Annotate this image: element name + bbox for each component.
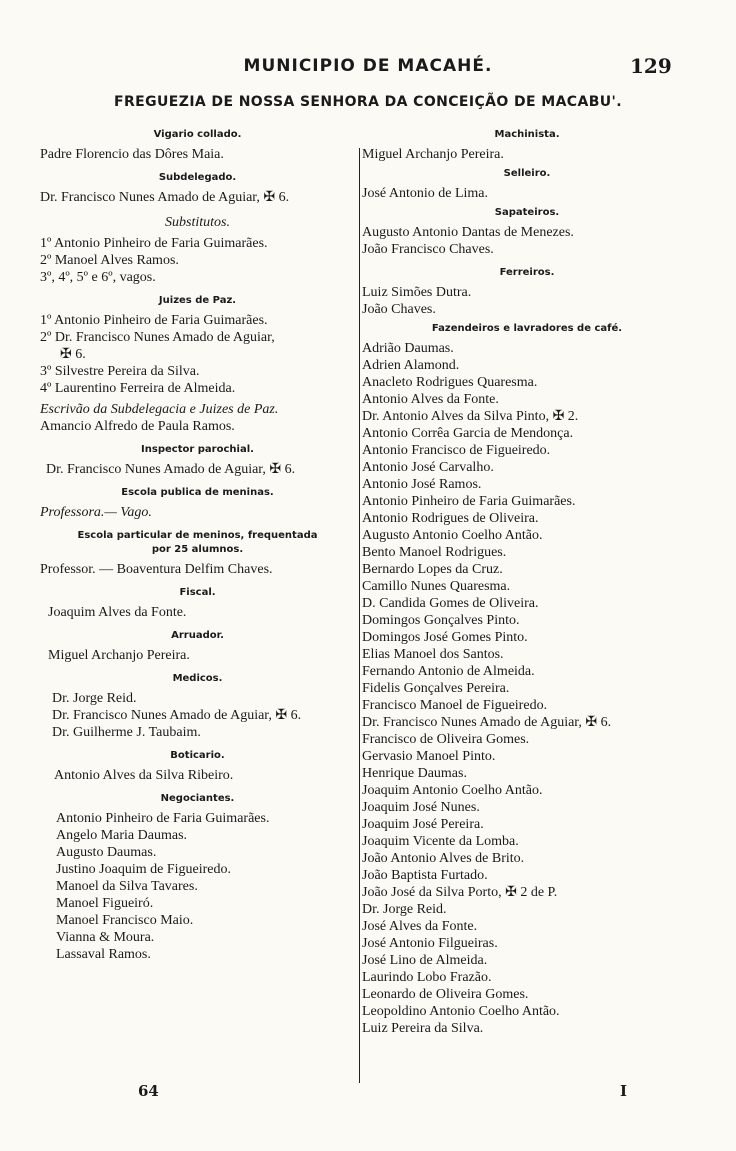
section-heading-juizes: Juizes de Paz. [158,295,237,306]
list-item: Manoel Francisco Maio. [56,913,194,928]
list-item: Joaquim Vicente da Lomba. [362,834,519,849]
section-heading-arruador: Arruador. [171,630,224,641]
section-heading-medicos: Medicos. [172,673,223,684]
list-item: Leonardo de Oliveira Gomes. [362,987,529,1002]
section-heading-negociantes: Negociantes. [160,793,235,804]
parish-title: FREGUEZIA DE NOSSA SENHORA DA CONCEIÇÃO DE MACABU'. [114,94,622,110]
list-item: José Alves da Fonte. [362,919,478,934]
list-item: Antonio Pinheiro de Faria Guimarães. [362,494,576,509]
page-number: 129 [630,54,672,78]
entry-machinista: Miguel Archanjo Pereira. [362,147,504,162]
list-item: Adrião Daumas. [362,341,454,356]
list-item: Antonio Pinheiro de Faria Guimarães. [56,811,270,826]
list-item: 4º Laurentino Ferreira de Almeida. [40,381,236,396]
list-item: Elias Manoel dos Santos. [362,647,504,662]
list-item: Antonio Rodrigues de Oliveira. [362,511,539,526]
entry-escrivao: Amancio Alfredo de Paula Ramos. [40,419,235,434]
list-item: Antonio Francisco de Figueiredo. [362,443,551,458]
section-heading-selleiro: Selleiro. [503,168,551,179]
list-item: D. Candida Gomes de Oliveira. [362,596,539,611]
list-item: Domingos Gonçalves Pinto. [362,613,520,628]
list-item: Dr. Antonio Alves da Silva Pinto, ✠ 2. [362,409,579,424]
list-item: Manoel Figueiró. [56,896,154,911]
list-item: Joaquim José Pereira. [362,817,484,832]
signature-mark: 64 [138,1082,159,1100]
running-header-title: MUNICIPIO DE MACAHÉ. [243,56,493,76]
list-item: Anacleto Rodrigues Quaresma. [362,375,538,390]
entry-escola-meninas: Professora.— Vago. [40,505,152,520]
section-heading-boticario: Boticario. [170,750,225,761]
section-heading-machinista: Machinista. [494,129,560,140]
section-heading-substitutos: Substitutos. [165,215,230,230]
list-item: Augusto Antonio Dantas de Menezes. [362,225,574,240]
list-item: Laurindo Lobo Frazão. [362,970,492,985]
list-item: Justino Joaquim de Figueiredo. [56,862,231,877]
list-item: Bernardo Lopes da Cruz. [362,562,503,577]
list-item: Fidelis Gonçalves Pereira. [362,681,510,696]
section-heading-fazendeiros: Fazendeiros e lavradores de café. [431,323,623,334]
entry-vigario: Padre Florencio das Dôres Maia. [40,147,224,162]
list-item: João Baptista Furtado. [362,868,488,883]
footer-mark: I [620,1082,628,1100]
list-item: Antonio José Carvalho. [362,460,494,475]
entry-inspector: Dr. Francisco Nunes Amado de Aguiar, ✠ 6. [46,462,296,477]
section-heading-escola-meninos: Escola particular de meninos, frequentada [77,530,318,541]
section-heading-escola-meninas: Escola publica de meninas. [121,487,274,498]
list-item: Antonio José Ramos. [362,477,482,492]
section-heading-ferreiros: Ferreiros. [499,267,555,278]
left-column [40,128,355,963]
list-item: Augusto Daumas. [56,845,157,860]
list-item: Manoel da Silva Tavares. [56,879,198,894]
section-heading-subdelegado: Subdelegado. [158,172,237,183]
list-item: Antonio Alves da Fonte. [362,392,499,407]
list-item: João Francisco Chaves. [362,242,494,257]
list-item: Domingos José Gomes Pinto. [362,630,528,645]
list-item: João Antonio Alves de Brito. [362,851,525,866]
entry-arruador: Miguel Archanjo Pereira. [48,648,190,663]
entry-selleiro: José Antonio de Lima. [362,186,488,201]
list-item: Luiz Simões Dutra. [362,285,472,300]
list-item: Augusto Antonio Coelho Antão. [362,528,543,543]
fazendeiros-list [362,340,692,1037]
right-column [362,128,692,1037]
list-item: 2º Dr. Francisco Nunes Amado de Aguiar, [40,330,275,345]
list-item: Antonio Corrêa Garcia de Mendonça. [362,426,574,441]
list-item: Gervasio Manoel Pinto. [362,749,496,764]
list-item: Camillo Nunes Quaresma. [362,579,511,594]
list-item: Luiz Pereira da Silva. [362,1021,484,1036]
section-heading-escola-meninos-2: por 25 alumnos. [151,544,244,555]
list-item: Dr. Francisco Nunes Amado de Aguiar, ✠ 6. [362,715,612,730]
column-divider [359,148,360,1083]
list-item: Adrien Alamond. [362,358,460,373]
list-item: João Chaves. [362,302,436,317]
list-item: 3º, 4º, 5º e 6º, vagos. [40,270,156,285]
list-item: Dr. Jorge Reid. [362,902,447,917]
list-item: Francisco Manoel de Figueiredo. [362,698,548,713]
list-item: Joaquim José Nunes. [362,800,480,815]
list-item: Bento Manoel Rodrigues. [362,545,507,560]
entry-boticario: Antonio Alves da Silva Ribeiro. [54,768,234,783]
list-item: Leopoldino Antonio Coelho Antão. [362,1004,560,1019]
list-item: Vianna & Moura. [56,930,155,945]
list-item: Lassaval Ramos. [56,947,151,962]
list-item: João José da Silva Porto, ✠ 2 de P. [362,885,558,900]
entry-escola-meninos: Professor. — Boaventura Delfim Chaves. [40,562,273,577]
list-item: Fernando Antonio de Almeida. [362,664,535,679]
section-heading-vigario: Vigario collado. [153,129,242,140]
list-item: 1º Antonio Pinheiro de Faria Guimarães. [40,313,268,328]
list-item: 3º Silvestre Pereira da Silva. [40,364,200,379]
section-heading-fiscal: Fiscal. [179,587,216,598]
section-heading-sapateiros: Sapateiros. [494,207,560,218]
list-item: José Antonio Filgueiras. [362,936,498,951]
list-item: Dr. Jorge Reid. [52,691,137,706]
list-item: Dr. Guilherme J. Taubaim. [52,725,201,740]
entry-subdelegado: Dr. Francisco Nunes Amado de Aguiar, ✠ 6. [40,190,290,205]
list-item: José Lino de Almeida. [362,953,488,968]
list-item: 1º Antonio Pinheiro de Faria Guimarães. [40,236,268,251]
list-item: Joaquim Antonio Coelho Antão. [362,783,543,798]
list-item: Henrique Daumas. [362,766,467,781]
list-item: Francisco de Oliveira Gomes. [362,732,530,747]
list-item: 2º Manoel Alves Ramos. [40,253,179,268]
list-item: Angelo Maria Daumas. [56,828,188,843]
list-item: Dr. Francisco Nunes Amado de Aguiar, ✠ 6. [52,708,302,723]
entry-fiscal: Joaquim Alves da Fonte. [48,605,187,620]
list-item: ✠ 6. [60,347,86,362]
section-heading-escrivao: Escrivão da Subdelegacia e Juizes de Paz. [40,402,279,417]
section-heading-inspector: Inspector parochial. [141,444,254,455]
